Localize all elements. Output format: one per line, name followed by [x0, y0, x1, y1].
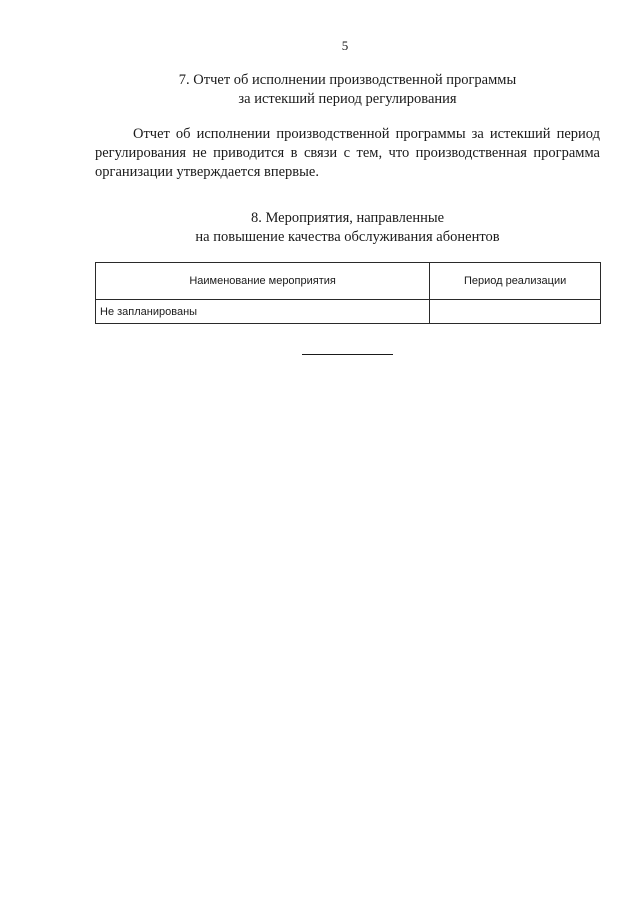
- section-8-heading: [95, 209, 600, 247]
- section-7-title-line-2: за истекший период регулирования: [238, 91, 457, 107]
- table-row: [96, 300, 601, 324]
- section-8-title-line-2: на повышение качества обслуживания абонентов: [195, 229, 500, 245]
- section-7-paragraph: Отчет об исполнении производственной программы за истекший период регулирования не приводится в связи с тем, что производственная программа организации утверждается впервые.: [95, 126, 600, 180]
- column-header-event-name: Наименование мероприятия: [96, 263, 430, 300]
- table-header-row: [96, 263, 601, 300]
- section-8-title-line-1: 8. Мероприятия, направленные: [250, 210, 445, 226]
- page-number: 5: [341, 38, 349, 53]
- end-of-document-rule: [302, 354, 393, 355]
- events-table: [95, 262, 601, 324]
- section-7-heading: [95, 71, 600, 109]
- column-header-period: Период реализации: [430, 263, 601, 300]
- section-7-title-line-1: 7. Отчет об исполнении производственной программы: [178, 72, 517, 88]
- table-cell-period: [430, 300, 601, 324]
- table-cell-event-name: Не запланированы: [96, 300, 430, 324]
